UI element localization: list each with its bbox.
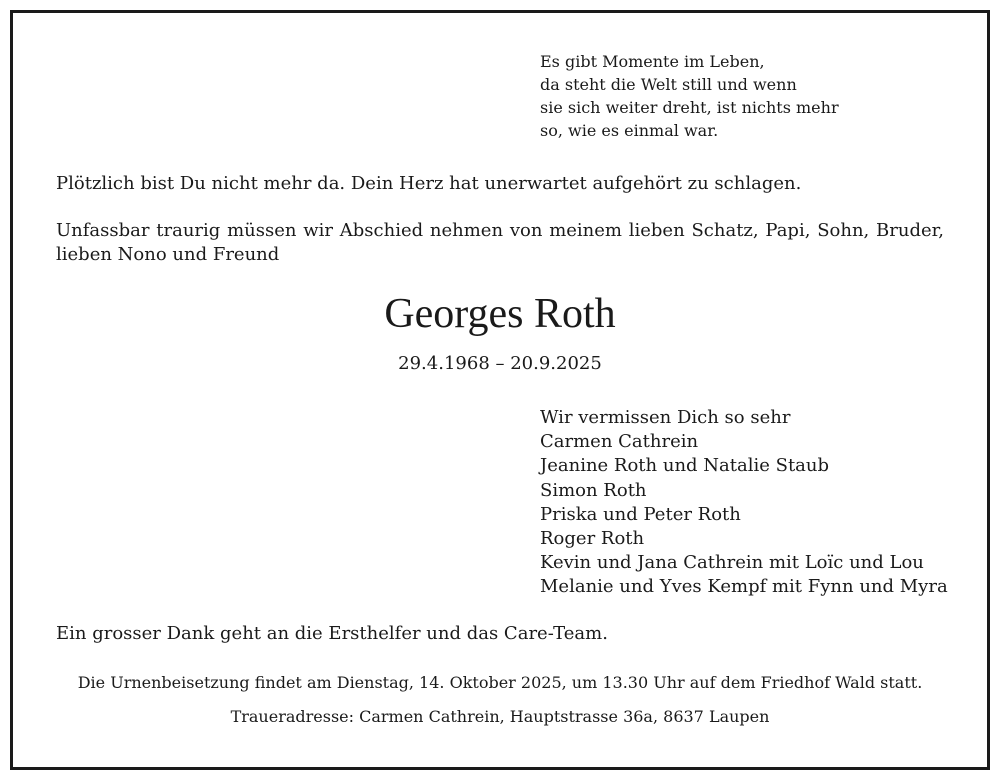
burial-info: Die Urnenbeisetzung findet am Dienstag, 14. Oktober 2025, um 13.30 Uhr auf dem Friedhof Wald statt. [77, 673, 923, 692]
poem [540, 50, 839, 142]
mourner-line: Simon Roth [540, 479, 647, 501]
mourner-line: Kevin und Jana Cathrein mit Loïc und Lou [540, 552, 924, 574]
intro-text: Plötzlich bist Du nicht mehr da. Dein Herz hat unerwartet aufgehört zu schlagen. [56, 173, 802, 194]
mourning-address: Traueradresse: Carmen Cathrein, Hauptstrasse 36a, 8637 Laupen [230, 707, 770, 726]
mourner-line: Jeanine Roth und Natalie Staub [540, 455, 830, 477]
thanks-text: Ein grosser Dank geht an die Ersthelfer und das Care-Team. [56, 623, 608, 644]
notice-border [10, 10, 990, 770]
mourner-line: Priska und Peter Roth [540, 503, 741, 525]
poem-line: da steht die Welt still und wenn [540, 75, 797, 94]
deceased-name: Georges Roth [384, 291, 616, 337]
poem-line: Es gibt Momente im Leben, [540, 52, 765, 71]
poem-line: sie sich weiter dreht, ist nichts mehr [540, 98, 839, 117]
mourner-line: Roger Roth [540, 528, 645, 550]
poem-line: so, wie es einmal war. [540, 121, 719, 140]
mourner-line: Carmen Cathrein [540, 431, 699, 453]
mourner-line: Wir vermissen Dich so sehr [540, 407, 791, 428]
farewell-text: Unfassbar traurig müssen wir Abschied nehmen von meinem lieben Schatz, Papi, Sohn, Bruder, lieben Nono und Freund [56, 220, 944, 265]
mourners-list [540, 406, 948, 600]
mourner-line: Melanie und Yves Kempf mit Fynn und Myra [540, 576, 948, 598]
life-dates: 29.4.1968 – 20.9.2025 [398, 353, 602, 374]
